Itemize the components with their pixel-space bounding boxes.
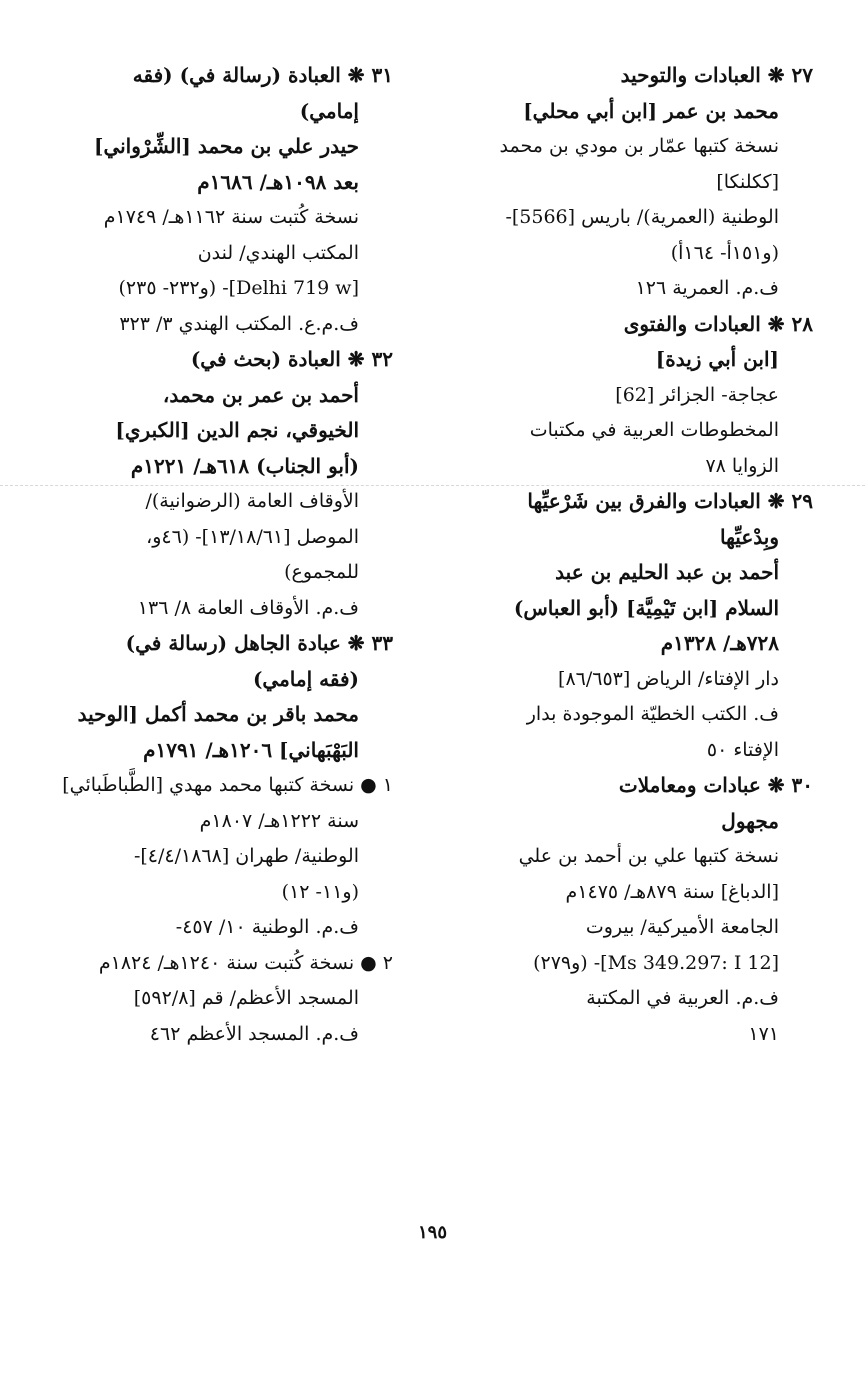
right-column-line: ف.م. العربية في المكتبة xyxy=(586,987,779,1009)
left-column-line: ف.م. الوطنية ١٠/ ٤٥٧- xyxy=(175,916,359,938)
left-column-line: ٣١ ❋ العبادة (رسالة في) (فقه xyxy=(132,63,393,87)
left-column-line: سنة ١٢٢٢هـ/ ١٨٠٧م xyxy=(199,809,359,832)
right-column-line: أحمد بن عبد الحليم بن عبد xyxy=(555,560,779,584)
left-column-line: ف.م. الأوقاف العامة ٨/ ١٣٦ xyxy=(137,596,359,619)
right-column-line: ٢٩ ❋ العبادات والفرق بين شَرْعيِّها xyxy=(527,489,813,513)
right-column-line: ف. الكتب الخطيّة الموجودة بدار xyxy=(526,703,779,725)
left-column xyxy=(43,58,393,1052)
right-column-line: الوطنية (العمرية)/ باريس [5566]- xyxy=(505,206,779,228)
right-column-line: المخطوطات العربية في مكتبات xyxy=(529,419,779,441)
right-column-line: ١٧١ xyxy=(748,1022,779,1045)
right-column-line: ف.م. العمرية ١٢٦ xyxy=(635,277,779,299)
right-column-line: ٧٢٨هـ/ ١٣٢٨م xyxy=(660,631,779,655)
left-column-line: نسخة كُتبت سنة ١١٦٢هـ/ ١٧٤٩م xyxy=(103,206,359,228)
right-column-line: [ككلنكا] xyxy=(716,170,779,193)
right-column-line: محمد بن عمر [ابن أبي محلي] xyxy=(523,98,779,123)
right-column-line: [Ms 349.297: I 12]- (و٢٧٩) xyxy=(533,951,779,974)
right-column-line: الإفتاء ٥٠ xyxy=(706,738,779,761)
right-column xyxy=(468,58,813,1052)
left-column-line: إمامي) xyxy=(299,98,359,123)
left-column-line: ف.م.ع. المكتب الهندي ٣/ ٣٢٣ xyxy=(119,312,359,335)
right-column-line: دار الإفتاء/ الرياض [٨٦/٦٥٣] xyxy=(558,667,779,690)
left-column-line: للمجموع) xyxy=(284,561,359,583)
left-column-line: المكتب الهندي/ لندن xyxy=(197,241,359,264)
left-column-line: محمد باقر بن محمد أكمل [الوحيد xyxy=(77,702,359,726)
left-column-line: ٣٢ ❋ العبادة (بحث في) xyxy=(190,347,393,371)
right-column-line: عجاجة- الجزائر [62] xyxy=(615,383,779,406)
right-column-line: [الدباغ] سنة ٨٧٩هـ/ ١٤٧٥م xyxy=(565,880,779,903)
right-column-line: نسخة كتبها عمّار بن مودي بن محمد xyxy=(499,135,779,157)
left-column-line: ٢ ● نسخة كُتبت سنة ١٢٤٠هـ/ ١٨٢٤م xyxy=(98,951,393,974)
right-column-line: (و١٥١أ- ١٦٤أ) xyxy=(670,241,779,264)
left-column-line: (أبو الجناب) ٦١٨هـ/ ١٢٢١م xyxy=(130,453,359,478)
left-column-line: (فقه إمامي) xyxy=(252,666,359,691)
right-column-line: الجامعة الأميركية/ بيروت xyxy=(585,916,779,938)
left-column-line: ٣٣ ❋ عبادة الجاهل (رسالة في) xyxy=(125,631,393,655)
left-column-line: ف.م. المسجد الأعظم ٤٦٢ xyxy=(149,1022,359,1045)
right-column-line: ٢٧ ❋ العبادات والتوحيد xyxy=(620,63,813,87)
right-column-line: مجهول xyxy=(721,808,779,833)
right-column-line: الزوايا ٧٨ xyxy=(705,454,779,477)
left-column-line: المسجد الأعظم/ قم [٥٩٢/٨] xyxy=(133,987,359,1009)
left-column-line: حيدر علي بن محمد [الشِّرْواني] xyxy=(93,134,359,158)
left-column-line: أحمد بن عمر بن محمد، xyxy=(162,382,359,407)
left-column-line: [Delhi 719 w]- (و٢٣٢- ٢٣٥) xyxy=(118,277,359,299)
right-column-line: وبِدْعيِّها xyxy=(719,524,779,549)
left-column-line: الوطنية/ طهران [٤/٤/١٨٦٨]- xyxy=(133,845,359,867)
right-column-line: [ابن أبي زيدة] xyxy=(655,347,779,371)
left-column-line: الخيوقي، نجم الدين [الكبري] xyxy=(115,418,359,442)
left-column-line: البَهْبَهاني] ١٢٠٦هـ/ ١٧٩١م xyxy=(143,737,359,762)
left-column-line: بعد ١٠٩٨هـ/ ١٦٨٦م xyxy=(197,169,359,194)
left-column-line: ١ ● نسخة كتبها محمد مهدي [الطَّباطَبائي] xyxy=(62,774,393,796)
left-column-line: الموصل [١٣/١٨/٦١]- (٤٦و، xyxy=(146,525,359,548)
left-column-line: (و١١- ١٢) xyxy=(281,880,359,903)
right-column-line: ٢٨ ❋ العبادات والفتوى xyxy=(623,311,813,336)
page-number: ١٩٥ xyxy=(417,1222,447,1243)
left-column-line: الأوقاف العامة (الرضوانية)/ xyxy=(145,490,359,512)
right-column-line: ٣٠ ❋ عبادات ومعاملات xyxy=(618,773,813,797)
right-column-line: نسخة كتبها علي بن أحمد بن علي xyxy=(518,845,779,867)
right-column-line: السلام [ابن تَيْمِيَّة] (أبو العباس) xyxy=(513,595,779,620)
